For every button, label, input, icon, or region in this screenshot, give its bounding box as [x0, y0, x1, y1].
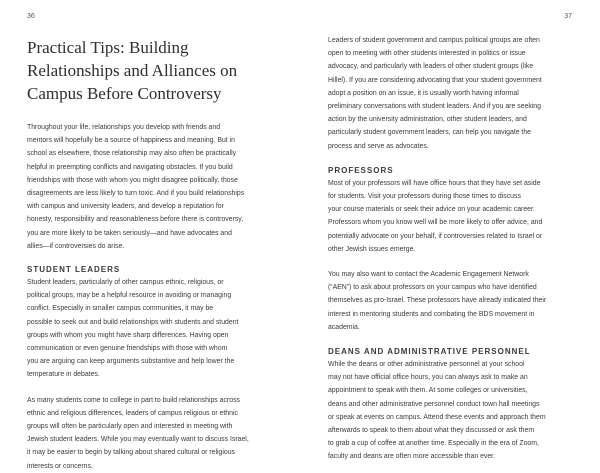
section-heading-deans: DEANS AND ADMINISTRATIVE PERSONNEL	[328, 347, 531, 357]
left-page	[0, 0, 300, 470]
left-column	[27, 36, 283, 473]
right-column	[328, 34, 590, 464]
right-page	[300, 0, 600, 463]
chapter-title: Practical Tips: Building Relationships and Alliances on Campus Before Controversy	[27, 38, 238, 103]
page-number-right: 37	[564, 13, 572, 20]
section-heading-professors: PROFESSORS	[328, 165, 394, 175]
student-leaders-paragraph-2: As many students come to college in part to build relationships across ethnic and religious differences, leaders of campus religious or ethnic groups will often be particularly open and interested in meeting with Jewish student leaders. While you may eventually want to discuss Israel, it may be easier to begin by talking about shared cultural or religious interests or concerns.	[27, 396, 249, 470]
leaders-continued-paragraph: Leaders of student government and campus political groups are often open to meeting with other students interested in politics or issue advocacy, and particularly with leaders of other student groups (like Hillel). If you are considering advocating that your student government adopt a position on an issue, it is usually worth having informal preliminary conversations with student leaders. And if you are seeking action by the university administration, other student leaders, and particularly student government leaders, can help you navigate the process and serve as advocates.	[328, 37, 542, 150]
deans-paragraph: While the deans or other administrative personnel at your school may not have official office hours, you can always ask to make an appointment to speak with them. At some colleges or universities, deans and other administrative personnel conduct town hall meetings or speak at events on campus. Attend these events and approach them afterwards to speak to them about what they discussed or ask them to grab a cup of coffee at another time. Especially in the era of Zoom, faculty and deans are often more accessible than ever.	[328, 361, 546, 461]
page-number-left: 36	[27, 13, 35, 20]
section-heading-student-leaders: STUDENT LEADERS	[27, 265, 121, 275]
student-leaders-paragraph-1: Student leaders, particularly of other campus ethnic, religious, or political groups, may be a helpful resource in avoiding or managing conflict. Especially in smaller campus communities, it may be possible to seek out and build relationships with students and student groups with whom you might have sharp differences. Having open communication or even genuine friendships with those with whom you are arguing can keep arguments substantive and help lower the temperature in debates.	[27, 279, 239, 379]
professors-paragraph-2: You may also want to contact the Academic Engagement Network (“AEN”) to ask about professors on your campus who have identified themselves as pro-Israel. These professors have already indicated their interest in mentoring students and combating the BDS movement in academia.	[328, 271, 547, 331]
professors-paragraph-1: Most of your professors will have office hours that they have set aside for students. Visit your professors during those times to discuss your course materials or seek their advice on your academic career. Professors whom you know well will be more likely to offer advice, and potentially advocate on your behalf, if controversies related to Israel or other Jewish issues emerge.	[328, 179, 543, 253]
intro-paragraph: Throughout your life, relationships you develop with friends and mentors will hopefully be a source of happiness and meaning. But in school as elsewhere, those relationship may also often be practically helpful in preempting conflicts and navigating obstacles. If you build friendships with those with whom you might disagree politically, those disagreements are less likely to turn toxic. And if you build relationships with campus and university leaders, and develop a reputation for honesty, responsibility and reasonableness before there is controversy, you are more likely to be taken seriously—and have advocates and allies—if controversies do arise.	[27, 124, 245, 250]
